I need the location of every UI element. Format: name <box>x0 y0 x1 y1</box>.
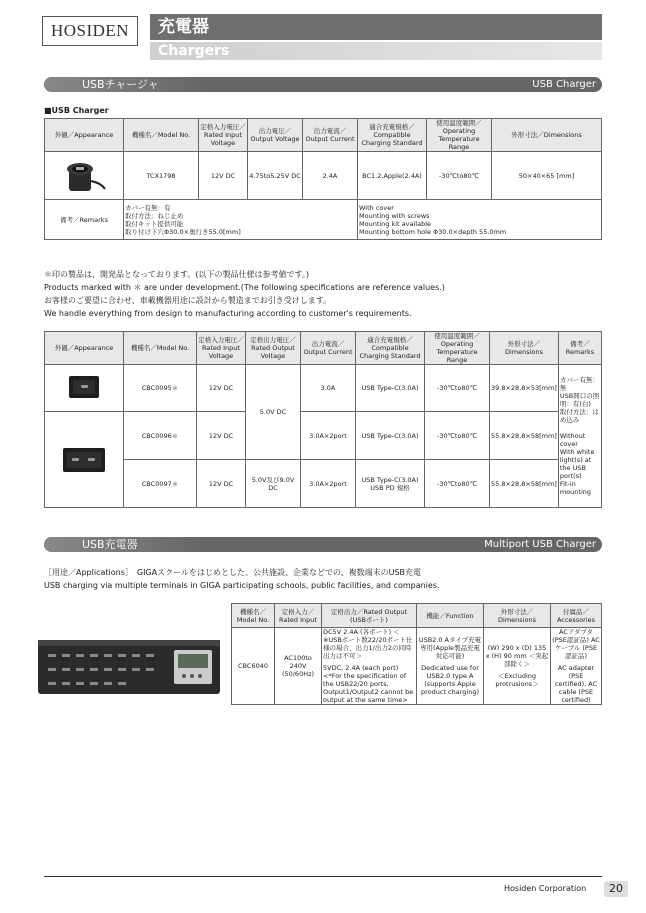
section-label-en: USB Charger <box>532 79 596 90</box>
cell-current: 3.0A×2port <box>301 460 356 508</box>
th-model: 機種名／Model No. <box>124 332 197 365</box>
cell-input: 12V DC <box>197 412 246 460</box>
th-temp: 使用温度範囲／Operating Temperature Range <box>425 332 490 365</box>
section-usb-charger <box>44 77 602 92</box>
th-standard: 適合充電規格／Compatible Charging Standard <box>358 119 427 152</box>
model-cbc0095: CBC0095＊ <box>124 365 197 412</box>
th-accessories: 付属品／Accessories <box>551 604 602 628</box>
notes: ＊印の製品は、開発品となっております。(以下の製品仕様は参考値です。) Products marked with ＊ are under development.(The following specifications are reference values.) お客様のご要望に合わせ、車載機器用途に設計から製造までお引き受けします。 We handle everything from design to manufacturing according to customer's requirements. <box>44 270 445 318</box>
section-label-en: Multiport USB Charger <box>484 539 596 550</box>
applications-jp: GIGAスクールをはじめとした、公共施設、企業などでの、複数端末のUSB充電 <box>136 568 422 577</box>
cell-dimensions: 50×40×65 [mm] <box>492 152 602 200</box>
cell-output-voltage: 5.0V及び9.0V DC <box>246 460 301 508</box>
applications <box>44 566 604 592</box>
cell-dims: 55.8×28.8×58[mm] <box>490 460 559 508</box>
th-input: 定格入力／Rated Input <box>275 604 322 628</box>
th-appearance: 外観／Appearance <box>45 332 124 365</box>
th-dimensions: 外形寸法／Dimensions <box>492 119 602 152</box>
th-remarks: 備考／Remarks <box>558 332 601 365</box>
cell-output-current: 2.4A <box>303 152 358 200</box>
cell-dims: 39.8×28.8×53[mm] <box>490 365 559 412</box>
remarks-en: With cover Mounting with screws Mounting kit available Mounting bottom hole Φ30.0×depth 55.0mm <box>358 200 602 240</box>
cell-input: 12V DC <box>199 152 248 200</box>
product-image-cbc6040 <box>36 634 222 702</box>
th-dimensions: 外形寸法／Dimensions <box>484 604 551 628</box>
table1-subhead: ■USB Charger <box>44 106 109 115</box>
page-title-en: Chargers <box>158 43 230 59</box>
usb-c-charger-table <box>44 331 602 508</box>
th-appearance: 外観／Appearance <box>45 119 124 152</box>
cell-input: 12V DC <box>197 460 246 508</box>
th-output: 定格出力／Rated Output (USBポート) <box>322 604 417 628</box>
th-temp: 使用温度範囲／Operating Temperature Range <box>427 119 492 152</box>
remarks-jp: カバー有無：有 取付方法：ねじ止め 取付キット提供可能 取り付け下穴Φ30.0×奥行き55.0[mm] <box>124 200 358 240</box>
cell-function: USB2.0 Aタイプ充電専用(Apple製品充電対応可能) Dedicated use for USB2.0 type A (supports Apple product charging) <box>417 628 484 705</box>
footer-rule <box>44 876 602 877</box>
cell-dims: 55.8×28.8×58[mm] <box>490 412 559 460</box>
hosiden-logo: HOSIDEN <box>42 16 138 46</box>
remarks-label: 備考／Remarks <box>45 200 124 240</box>
applications-label: ［用途／Applications］ <box>44 568 129 577</box>
model-cbc0096: CBC0096＊ <box>124 412 197 460</box>
th-output-voltage: 定格出力電圧／Rated Output Voltage <box>246 332 301 365</box>
product-image-cbc0095 <box>45 365 124 412</box>
cell-standard: BC1.2,Apple(2.4A) <box>358 152 427 200</box>
cell-current: 3.0A <box>301 365 356 412</box>
page-title-jp: 充電器 <box>158 17 209 37</box>
section-label-jp: USB充電器 <box>82 538 138 551</box>
cell-output-voltage-shared: 5.0V DC <box>246 365 301 460</box>
cell-output-voltage: 4.75to5.25V DC <box>248 152 303 200</box>
section-multiport-usb-charger <box>44 537 602 552</box>
model-cbc6040: CBC6040 <box>232 628 275 705</box>
th-output-current: 出力電流／Output Current <box>301 332 356 365</box>
cell-accessories: ACアダプタ (PSE認証品) ACケーブル (PSE認証品) AC adapter (PSE certified), AC cable (PSE certified) <box>552 628 600 704</box>
cell-temp: -30℃to80℃ <box>427 152 492 200</box>
th-model: 機種名／Model No. <box>232 604 275 628</box>
applications-en: USB charging via multiple terminals in GIGA participating schools, public facilities, and companies. <box>44 581 440 590</box>
cell-input: 12V DC <box>197 365 246 412</box>
section-label-jp: USBチャージャ <box>82 78 159 91</box>
multiport-charger-table <box>231 603 602 705</box>
th-function: 機能／Function <box>417 604 484 628</box>
cell-input: AC100to 240V (50/60Hz) <box>275 628 322 705</box>
model-cbc0097: CBC0097＊ <box>124 460 197 508</box>
th-dimensions: 外形寸法／Dimensions <box>490 332 559 365</box>
cell-dimensions: (W) 290 x (D) 135 x (H) 90 mm ＜突起部除く＞ ＜Excluding protrusions＞ <box>484 628 551 705</box>
th-output-current: 出力電流／Output Current <box>303 119 358 152</box>
th-standard: 適合充電規格／Compatible Charging Standard <box>356 332 425 365</box>
cell-temp: -30℃to80℃ <box>425 460 490 508</box>
th-input: 定格入力電圧／Rated Input Voltage <box>199 119 248 152</box>
cell-standard: USB Type-C(3.0A) USB PD 規格 <box>356 460 425 508</box>
cell-output: DC5V 2.4A (各ポート) ＜※USBポート数22/20ポート仕様の場合、出力1/出力2の同時出力は不可＞ 5VDC, 2.4A (each port) <*For the specification of the USB22/20 ports, Output1/Output2 cannot be output at the same time> <box>322 628 417 705</box>
th-input: 定格入力電圧／Rated Input Voltage <box>197 332 246 365</box>
usb-charger-table <box>44 118 602 240</box>
cell-standard: USB Type-C(3.0A) <box>356 365 425 412</box>
model-tcx1798: TCX1798 <box>124 152 199 200</box>
cell-temp: -30℃to80℃ <box>425 412 490 460</box>
remarks: カバー有無：無 USB開口の照明：有(白) 取付方法：はめ込み Without cover With white light(s) at the USB port(s) Fit-in mounting <box>558 365 601 508</box>
title-bar <box>150 14 602 40</box>
cell-current: 3.0A×2port <box>301 412 356 460</box>
page-number: 20 <box>604 881 628 897</box>
product-image-cbc0096 <box>45 412 124 508</box>
product-image-tcx1798 <box>45 152 124 200</box>
cell-standard: USB Type-C(3.0A) <box>356 412 425 460</box>
th-model: 機種名／Model No. <box>124 119 199 152</box>
corporation-name: Hosiden Corporation <box>504 884 587 893</box>
cell-temp: -30℃to80℃ <box>425 365 490 412</box>
th-output-voltage: 出力電圧／Output Voltage <box>248 119 303 152</box>
